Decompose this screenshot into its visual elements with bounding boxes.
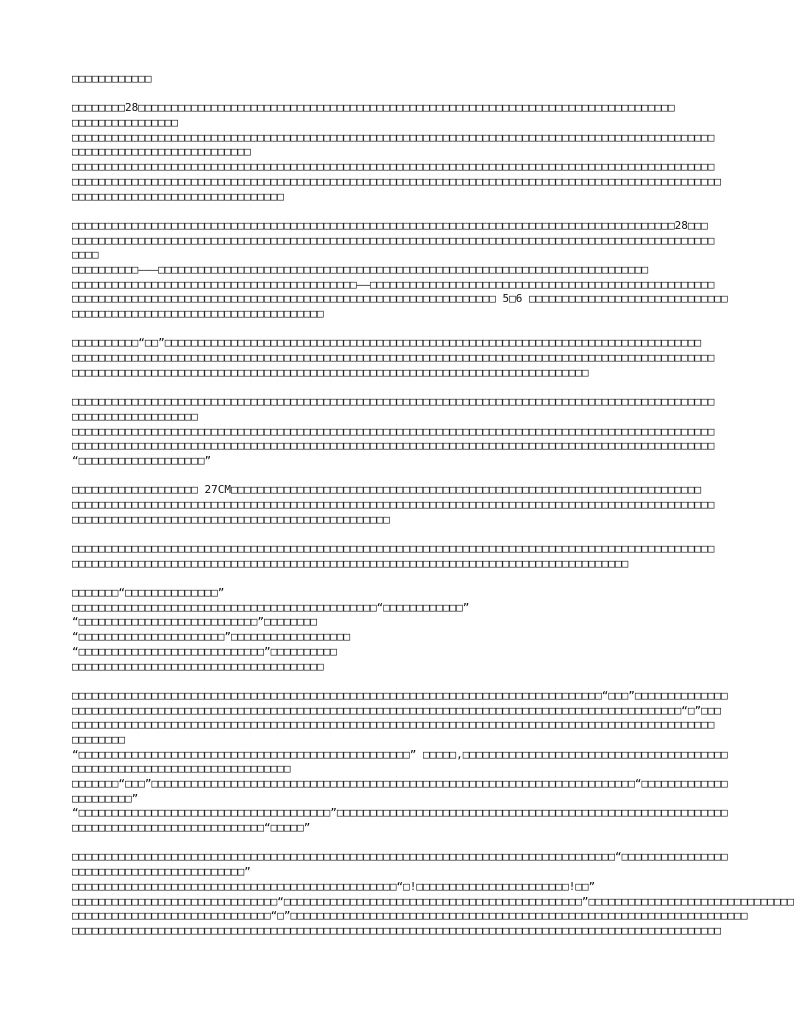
paragraph-line: □□□□□□□□□□□□□□□□□□□□□□□□□□□□□□□□□ [72, 762, 291, 776]
paragraph-line: □□□□□□□□□□□□□□□□□□□□□□□□□□□□□□□□□□□□□□□□□□□□□□□□□□□□□□□□□□□□□□□□ 5□6 □□□□□□□□□□□□□□□□□□□□□□□□□□□□□□ [72, 292, 728, 306]
paragraph [72, 101, 722, 204]
paragraph [72, 395, 715, 468]
paragraph-line: □□□□□□□□□□□□□□□□□□□□□□□□□□□□□□□□□□□□□□□□□□□□□□□□□□□□□□□□□□□□□□□□□□□□□□□□□□□□□□□□□□□□□□□□□□□□□□□□□□ [72, 174, 722, 188]
paragraph-line: □□□□□□□□ [72, 732, 125, 746]
paragraph-line: □□□□□□□□□□□□□□□□ [72, 116, 178, 130]
paragraph-line: □□□□□□□□□□□□□□□□□□□□□□□□□□□□□□□□□□□□□□□□□□□□□□□□□□□□□□□□□□□□□□□□□□□□□□□□□□□□□□□□□□□□□□□□□□□□□□□□□ [72, 439, 715, 453]
paragraph-line: □□□□□□□□□□□□□□□□□□□□□□□□□□□□□□□□□□□□□□□□□□□□□□□□□□□□□□□□□□□□□□□□□□□□□□□□□□□□□□□□□□□□□□□□□□□□□□□□□ [72, 718, 715, 732]
paragraph-spacer [72, 322, 708, 337]
paragraph [72, 542, 715, 571]
paragraph-line: “□□□□□□□□□□□□□□□□□□□□□□□□□□□□□□□□□□□□□□”□□□□□□□□□□□□□□□□□□□□□□□□□□□□□□□□□□□□□□□□□□□□□□□□□□□□□□□□□□□ [72, 806, 728, 820]
paragraph-line: □□□□□□□□□□□□□□□□□□□□□□□□□□□□□□“□”□□□□□□□□□□□□□□□□□□□□□□□□□□□□□□□□□□□□□□□□□□□□□□□□□□□□□□□□□□□□□□□□□□□□□ [72, 909, 748, 923]
paragraph-line: □□□□□□□□□□□□□□□□□□□□□□□□□□□□□□□□ [72, 189, 284, 203]
paragraph-line: □□□□□□□□□□□□□□□□□□□□□□□□□□□ [72, 145, 251, 159]
paragraph-spacer [72, 87, 708, 102]
paragraph [72, 850, 794, 938]
paragraph-line: □□□□□□□□□□□□□□□□□□□□□□□□□□□□□□□□□□□□□□□□□□□□□□□□□“□!□□□□□□□□□□□□□□□□□□□□□□□!□□” [72, 879, 596, 893]
paragraph-line: □□□□□□□□□” [72, 791, 139, 805]
document-body [72, 72, 794, 939]
paragraph-spacer [72, 380, 708, 395]
paragraph-line: □□□□□□□□□□□□□□□□□□□□□□□□□□□□□□□“□□□□□□□□□□□□□□□□□□□□□□□□□□□□□□□□□□□□□□□□□□□□□”□□□□□□□□□□□□□□□□□□□□□□□□□□□□□□□ [72, 894, 794, 908]
paragraph-line: □□□□□□□□□□□□□□□□□□□□□□□□□□□□□□□□□□□□□□□□□□□□□□□□□□□□□□□□□□□□□□□□□□□□□□□□□□□□□□□□□□□□□□□□□□□□□□□□□ [72, 351, 715, 365]
paragraph-line: □□□□□□□□□□□□□□□□□□□□□□□□□□□□□□□□□□□□□□□□□□□□□□□□□□□□□□□□□□□□□□□□□□□□□□□□□□□□□□□□□□□□□□□□□□□□□□□□□ [72, 233, 715, 247]
paragraph-line: □□□□□□□□□□□□□□□□□□□□□□□□□□□□□□□□□□□□□□□□□□□□□□□□ [72, 512, 390, 526]
paragraph-line: □□□□□□□□□□□□□□□□□□□□□□□□□□□□□□□□□□□□□□□□□□□□□□□□□□□□□□□□□□□□□□□□□□□□□□□□□□□□□□□□□□□□□□□□□□□□□□□□□ [72, 424, 715, 438]
paragraph-line: □□□□□□□“□□□”□□□□□□□□□□□□□□□□□□□□□□□□□□□□□□□□□□□□□□□□□□□□□□□□□□□□□□□□□□□□□□□□□□□□□□□□□“□□□□□□□□□□□□□ [72, 777, 728, 790]
paragraph-line: □□□□□□□□28□□□□□□□□□□□□□□□□□□□□□□□□□□□□□□□□□□□□□□□□□□□□□□□□□□□□□□□□□□□□□□□□□□□□□□□□□□□□□□□□□ [72, 101, 675, 115]
paragraph-spacer [72, 571, 708, 586]
paragraph-line: □□□□□□□□□□□□□□□□□□□□□□□□□□” [72, 865, 251, 879]
paragraph-line: □□□□□□□□□□□□□□□□□□□□□□□□□□□□□□□□□□□□□□□□□□□□□□□□□□□□□□□□□□□□□□□□□□□□□□□□□□□□□□□□□□□□□□□□□□□□□□□□□□ [72, 923, 722, 937]
paragraph [72, 483, 715, 527]
paragraph-line: □□□□□□□□□□□□□□□□□□□□□□□□□□□□□□□□□□□□□□□□□□□□□□□□□□□□□□□□□□□□□□□□□□□□□□□□□□□□□□□□□□□□□□□□□□□□“□”□□□ [72, 703, 722, 717]
paragraph-line: “□□□□□□□□□□□□□□□□□□□□□□”□□□□□□□□□□□□□□□□□□ [72, 630, 351, 644]
paragraph-line: □□□□□□□□□□□□□□□□□□□□□□□□□□□□□□□□□□□□□□□□□□□□□□□□□□□□□□□□□□□□□□□□□□□□□□□□□□□□□□□□“□□□”□□□□□□□□□□□□□□ [72, 688, 728, 702]
paragraph-line: □□□□□□□□□□□□□□□□□□□□□□□□□□□□□□□□□□□□□□□□□□□□□□□□□□□□□□□□□□□□□□□□□□□□□□□□□□□□□□□□□□□□□□□□□□□□□□□□□ [72, 542, 715, 555]
paragraph [72, 688, 728, 836]
paragraph-line: □□□□□□□□□□□□□□□□□□□ [72, 409, 198, 423]
paragraph-line: □□□□□□□□□□□□□□□□□□□ 27CM□□□□□□□□□□□□□□□□□□□□□□□□□□□□□□□□□□□□□□□□□□□□□□□□□□□□□□□□□□□□□□□□□□□□□□□ [72, 483, 702, 497]
paragraph-line: □□□□□□□□□□□□□□□□□□□□□□□□□□□□□□□□□□□□□□ [72, 307, 324, 320]
paragraph-line: □□□□□□□□□□□□□□□□□□□□□□□□□□□□□□□□□□□□□□□□□□□□□□□□□□□□□□□□□□□□□□□□□□□□□□□□□□□□□□□□□□□□□□□□□□□28□□□ [72, 218, 708, 232]
document-heading: □□□□□□□□□□□□ [72, 72, 152, 85]
paragraph-line: □□□□□□□“□□□□□□□□□□□□□□” [72, 586, 225, 600]
paragraph-spacer [72, 836, 708, 851]
paragraph-spacer [72, 469, 708, 484]
paragraph-line: □□□□□□□□□□□□□□□□□□□□□□□□□□□□□□□□□□□□□□□□□□□□□□□□□□□□□□□□□□□□□□□□□□□□□□□□□□□□□□□□□□□□□□□□□□□□□□□□□ [72, 160, 715, 174]
paragraph-line: □□□□□□□□□□□□□□□□□□□□□□□□□□□□□□□□□□□□□□□□□□□□□□“□□□□□□□□□□□□” [72, 600, 470, 614]
paragraph-line: “□□□□□□□□□□□□□□□□□□□□□□□□□□□”□□□□□□□□ [72, 615, 318, 629]
paragraph-spacer [72, 527, 708, 542]
paragraph-line: “□□□□□□□□□□□□□□□□□□□□□□□□□□□□□□□□□□□□□□□□□□□□□□□□□□” □□□□□,□□□□□□□□□□□□□□□□□□□□□□□□□□□□□□□□□□□□□□□□ [72, 747, 728, 761]
paragraph-line: □□□□□□□□□□□□□□□□□□□□□□□□□□□□□“□□□□□” [72, 821, 311, 835]
paragraph-container [72, 101, 794, 938]
paragraph-line: □□□□□□□□□□□□□□□□□□□□□□□□□□□□□□□□□□□□□□□□□□□□□□□□□□□□□□□□□□□□□□□□□□□□□□□□□□□□□□□□□□□□□□□□□□□□□□□□□ [72, 497, 715, 511]
paragraph-spacer [72, 204, 708, 219]
paragraph-line: “□□□□□□□□□□□□□□□□□□□□□□□□□□□□”□□□□□□□□□□ [72, 644, 337, 658]
paragraph-line: □□□□□□□□□□□□□□□□□□□□□□□□□□□□□□□□□□□□□□□□□□□□□□□□□□□□□□□□□□□□□□□□□□□□□□□□□□□□□□□□□□□□ [72, 556, 629, 570]
paragraph-line: □□□□□□□□□□□□□□□□□□□□□□□□□□□□□□□□□□□□□□□□□□□□□□□□□□□□□□□□□□□□□□□□□□□□□□□□□□□□□□ [72, 365, 589, 379]
paragraph-line: □□□□□□□□□□□□□□□□□□□□□□□□□□□□□□□□□□□□□□ [72, 659, 324, 673]
paragraph [72, 218, 728, 322]
paragraph [72, 336, 715, 380]
paragraph-line: □□□□□□□□□□□□□□□□□□□□□□□□□□□□□□□□□□□□□□□□□□□□□□□□□□□□□□□□□□□□□□□□□□□□□□□□□□□□□□□□□□□□□□□□□□□□□□□□□ [72, 395, 715, 409]
paragraph-line: □□□□□□□□□□□□□□□□□□□□□□□□□□□□□□□□□□□□□□□□□□□——□□□□□□□□□□□□□□□□□□□□□□□□□□□□□□□□□□□□□□□□□□□□□□□□□□□□ [72, 277, 715, 291]
paragraph-line: □□□□□□□□□□“□□”□□□□□□□□□□□□□□□□□□□□□□□□□□□□□□□□□□□□□□□□□□□□□□□□□□□□□□□□□□□□□□□□□□□□□□□□□□□□□□□□□ [72, 336, 702, 350]
paragraph-line: □□□□□□□□□□□□□□□□□□□□□□□□□□□□□□□□□□□□□□□□□□□□□□□□□□□□□□□□□□□□□□□□□□□□□□□□□□□□□□□□□□“□□□□□□□□□□□□□□□□ [72, 850, 728, 864]
paragraph-spacer [72, 674, 708, 689]
paragraph-line: □□□□□□□□□□———□□□□□□□□□□□□□□□□□□□□□□□□□□□□□□□□□□□□□□□□□□□□□□□□□□□□□□□□□□□□□□□□□□□□□□□□□□ [72, 262, 649, 276]
paragraph-line: □□□□ [72, 248, 99, 262]
paragraph [72, 586, 708, 674]
paragraph-line: □□□□□□□□□□□□□□□□□□□□□□□□□□□□□□□□□□□□□□□□□□□□□□□□□□□□□□□□□□□□□□□□□□□□□□□□□□□□□□□□□□□□□□□□□□□□□□□□□ [72, 130, 715, 144]
paragraph-line: “□□□□□□□□□□□□□□□□□□□” [72, 453, 212, 467]
